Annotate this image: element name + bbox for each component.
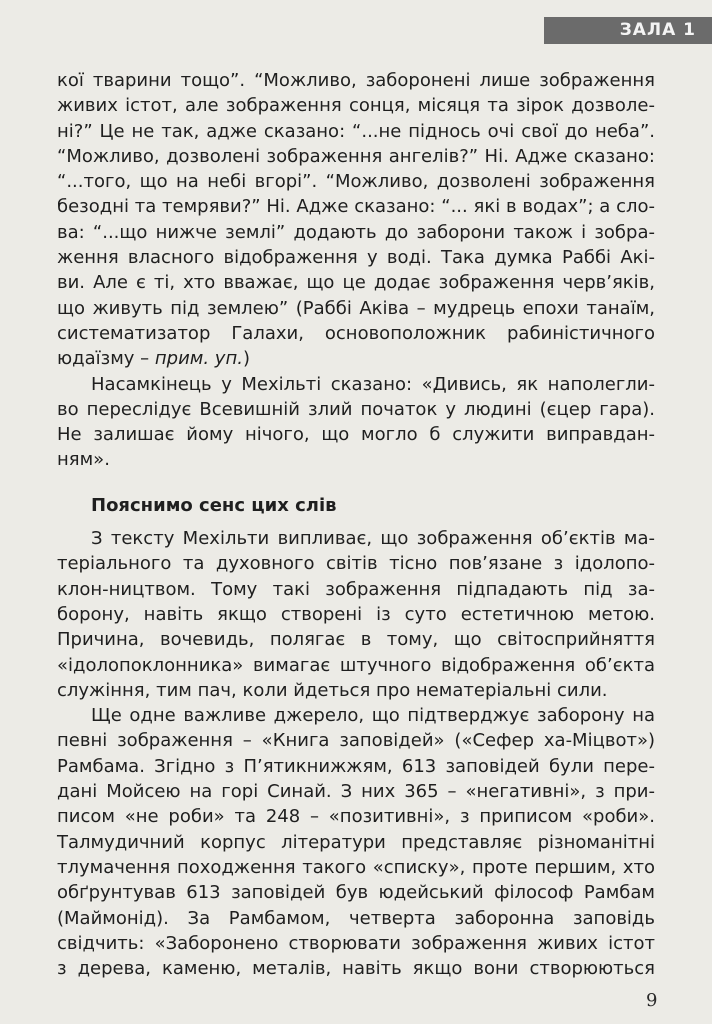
- text-line: з дерева, каменю, металів, навіть якщо вони створюються: [57, 958, 655, 980]
- paragraph-1: [57, 68, 655, 372]
- page-number: 9: [646, 990, 658, 1011]
- text-line: ження власного відображення у воді. Така думка Раббі Акі-: [57, 247, 655, 269]
- text-line: “Можливо, дозволені зображення ангелів?” Ні. Адже сказано:: [57, 145, 655, 167]
- text-line: тлумачення походження такого «списку», проте першим, хто: [57, 856, 655, 878]
- section-heading: Пояснимо сенс цих слів: [91, 494, 337, 516]
- text-line: Ще одне важливе джерело, що підтверджує заборону на: [91, 705, 655, 727]
- text-line: дані Мойсею на горі Синай. З них 365 – «негативні», з при-: [57, 781, 655, 803]
- text-line: (Маймонід). За Рамбамом, четверта заборонна заповідь: [57, 907, 655, 929]
- text-line: ні?” Це не так, адже сказано: “...не піднось очі свої до неба”.: [57, 120, 655, 142]
- text-line: свідчить: «Заборонено створювати зображення живих істот: [57, 932, 655, 954]
- section-paragraph-2: [57, 703, 655, 981]
- text-line: З тексту Мехільти випливає, що зображення об’єктів ма-: [91, 528, 655, 550]
- text-line: ва: “...що нижче землі” додають до заборони також і зобра-: [57, 221, 655, 243]
- text-line: Насамкінець у Мехільті сказано: «Дивись, як наполегли-: [91, 373, 655, 395]
- chapter-header-tab: [544, 17, 712, 44]
- text-line: обґрунтував 613 заповідей був юдейський філософ Рамбам: [57, 882, 655, 904]
- text-line: ви. Але є ті, хто вважає, що це додає зображення черв’яків,: [57, 272, 655, 294]
- page-body: [57, 68, 655, 981]
- text-line: теріального та духовного світів тісно пов’язане з ідолопо-: [57, 553, 655, 575]
- text-line: клон-ництвом. Тому такі зображення підпадають під за-: [57, 578, 655, 600]
- section-paragraph-1: [57, 526, 655, 703]
- note-close: ): [242, 348, 250, 370]
- text-line: служіння, тим пач, коли йдеться про нематеріальні сили.: [57, 679, 608, 701]
- text-line: живих істот, але зображення сонця, місяця та зірок дозволе-: [57, 95, 655, 117]
- text-line-last: [57, 346, 655, 371]
- paragraph-2: [57, 372, 655, 473]
- text-line: Не залишає йому нічого, що могло б служити виправдан-: [57, 424, 655, 446]
- text-line: безодні та темряви?” Ні. Адже сказано: “... які в водах”; а сло-: [57, 196, 655, 218]
- text-line: систематизатор Галахи, основоположник рабиністичного: [57, 322, 655, 344]
- chapter-label: ЗАЛА 1: [619, 20, 696, 40]
- text-line: ням».: [57, 449, 110, 471]
- text-line: «ідолопоклонника» вимагає штучного відображення об’єкта: [57, 654, 655, 676]
- text-line: певні зображення – «Книга заповідей» («Сефер ха-Міцвот»): [57, 730, 655, 752]
- text-line: писом «не роби» та 248 – «позитивні», з приписом «роби».: [57, 806, 655, 828]
- editor-note: прим. уп.: [154, 348, 243, 370]
- text-line: Рамбама. Згідно з П’ятикнижжям, 613 заповідей були пере-: [57, 755, 655, 777]
- text-line: Талмудичний корпус літератури представляє різноманітні: [57, 831, 655, 853]
- spacer: [57, 518, 655, 526]
- text-line: що живуть під землею” (Раббі Аківа – мудрець епохи танаїм,: [57, 297, 655, 319]
- text-line: кої тварини тощо”. “Можливо, заборонені лише зображення: [57, 70, 655, 91]
- text-line: борону, навіть якщо створені із суто естетичною метою.: [57, 603, 655, 625]
- text-line-part: юдаїзму –: [57, 348, 155, 370]
- text-line: Причина, вочевидь, полягає в тому, що світосприйняття: [57, 629, 655, 651]
- text-line: “...того, що на небі вгорі”. “Можливо, дозволені зображення: [57, 171, 655, 193]
- text-line: во переслідує Всевишній злий початок у людині (єцер гара).: [57, 398, 655, 420]
